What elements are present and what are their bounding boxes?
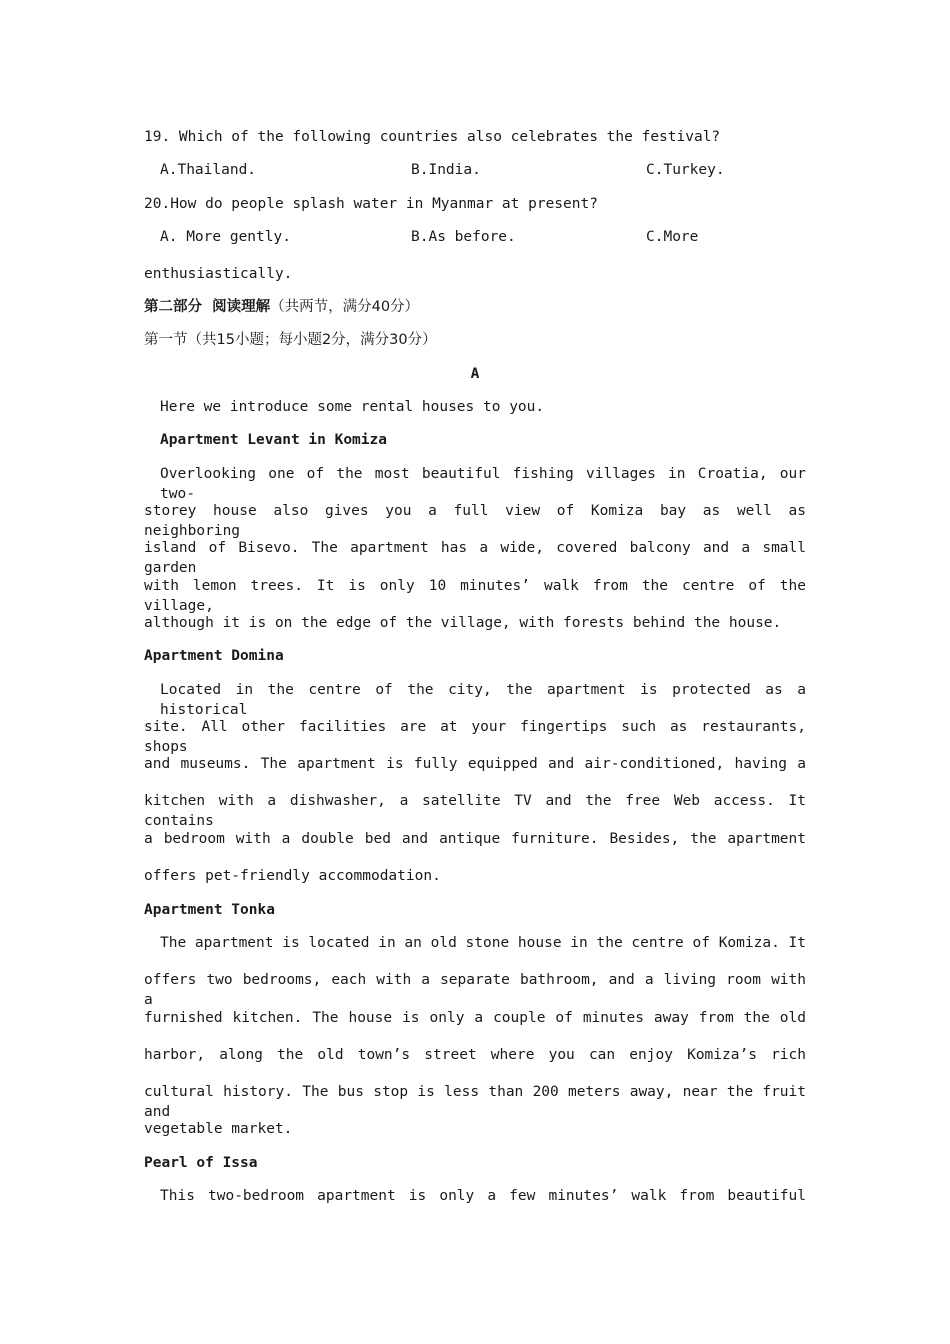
question-20-stem: 20.How do people splash water in Myanmar at present? bbox=[144, 196, 598, 212]
passage-intro: Here we introduce some rental houses to you. bbox=[160, 399, 545, 415]
apartment-text-line: with lemon trees. It is only 10 minutes’ walk from the centre of the village, bbox=[144, 578, 806, 614]
apartment-text-line: and museums. The apartment is fully equipped and air-conditioned, having a bbox=[144, 756, 806, 772]
apartment-title: Apartment Levant in Komiza bbox=[160, 432, 387, 448]
part-heading bbox=[144, 297, 419, 317]
apartment-text-line: offers pet-friendly accommodation. bbox=[144, 868, 441, 884]
apartment-text-line: cultural history. The bus stop is less than 200 meters away, near the fruit and bbox=[144, 1084, 806, 1120]
apartment-text-line: site. All other facilities are at your fingertips such as restaurants, shops bbox=[144, 719, 806, 755]
question-20-option-b: B.As before. bbox=[411, 229, 516, 245]
apartment-text-line: Overlooking one of the most beautiful fishing villages in Croatia, our two- bbox=[160, 466, 806, 502]
part-note: （共两节，满分40分） bbox=[270, 299, 420, 315]
apartment-text-line: Located in the centre of the city, the apartment is protected as a historical bbox=[160, 682, 806, 718]
question-20-option-c: C.More bbox=[646, 229, 699, 245]
apartment-text-line: furnished kitchen. The house is only a couple of minutes away from the old bbox=[144, 1010, 806, 1026]
question-19-stem: 19. Which of the following countries also celebrates the festival? bbox=[144, 129, 721, 145]
apartment-text-line: offers two bedrooms, each with a separate bathroom, and a living room with a bbox=[144, 972, 806, 1008]
apartment-title: Apartment Domina bbox=[144, 648, 284, 664]
apartment-text-line: vegetable market. bbox=[144, 1121, 293, 1137]
apartment-title: Apartment Tonka bbox=[144, 902, 275, 918]
apartment-text-line: The apartment is located in an old stone house in the centre of Komiza. It bbox=[160, 935, 807, 951]
apartment-text-line: harbor, along the old town’s street where you can enjoy Komiza’s rich bbox=[144, 1047, 806, 1063]
apartment-text-line: storey house also gives you a full view of Komiza bay as well as neighboring bbox=[144, 503, 806, 539]
question-19-option-c: C.Turkey. bbox=[646, 162, 725, 178]
question-19-option-a: A.Thailand. bbox=[160, 162, 257, 178]
apartment-text-line: This two-bedroom apartment is only a few minutes’ walk from beautiful bbox=[160, 1188, 806, 1204]
passage-label: A bbox=[470, 366, 480, 382]
question-20-option-a: A. More gently. bbox=[160, 229, 291, 245]
apartment-title: Pearl of Issa bbox=[144, 1155, 258, 1171]
part-title: 第二部分 阅读理解 bbox=[144, 299, 271, 315]
apartment-text-line: kitchen with a dishwasher, a satellite TV and the free Web access. It contains bbox=[144, 793, 806, 829]
question-19-option-b: B.India. bbox=[411, 162, 481, 178]
apartment-text-line: although it is on the edge of the village, with forests behind the house. bbox=[144, 615, 782, 631]
apartment-text-line: a bedroom with a double bed and antique furniture. Besides, the apartment bbox=[144, 831, 806, 847]
question-20-option-c-continued: enthusiastically. bbox=[144, 266, 293, 282]
apartment-text-line: island of Bisevo. The apartment has a wide, covered balcony and a small garden bbox=[144, 540, 806, 576]
subsection-heading: 第一节（共15小题；每小题2分，满分30分） bbox=[144, 332, 437, 348]
